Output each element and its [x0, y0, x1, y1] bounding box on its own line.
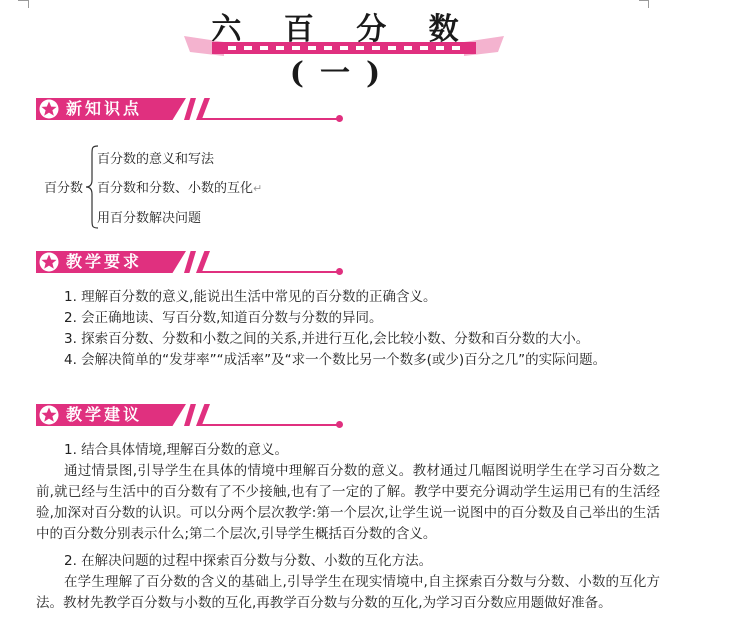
- tree-branch: 用百分数解决问题: [97, 211, 202, 226]
- chapter-title: 六 百 分 数 (一): [211, 12, 475, 91]
- section-stripe: [196, 98, 210, 120]
- chapter-title-block: [178, 0, 508, 91]
- requirement-item: 3. 探索百分数、分数和小数之间的关系,并进行互化,会比较小数、分数和百分数的大小。: [64, 331, 590, 347]
- section-stripe: [196, 404, 210, 426]
- section-rule-dot: [336, 115, 343, 122]
- star-icon: [39, 252, 59, 272]
- section-rule-dot: [336, 421, 343, 428]
- section-stripe: [184, 98, 196, 120]
- section-stripe: [196, 251, 210, 273]
- tree-branch: 百分数和分数、小数的互化↵: [97, 181, 263, 196]
- requirement-item: 4. 会解决简单的“发芽率”“成活率”及“求一个数比另一个数多(或少)百分之几”的实际问题。: [64, 352, 607, 368]
- star-icon: [39, 405, 59, 425]
- section-rule: [200, 424, 338, 426]
- tree-branch: 百分数的意义和写法: [97, 152, 215, 167]
- section-rule-dot: [336, 268, 343, 275]
- suggestion-paragraph: 通过情景图,引导学生在具体的情境中理解百分数的意义。教材通过几幅图说明学生在学习百分数之前,就已经与生活中的百分数有了不少接触,也有了一定的了解。教学中要充分调动学生运用已有的生活经验,加深对百分数的认识。可以分两个层次教学:第一个层次,让学生说一说图中的百分数及自己举出的生活中的百分数分别表示什么;第二个层次,引导学生概括百分数的含义。: [36, 463, 660, 542]
- section-rule: [200, 271, 338, 273]
- section-stripe: [184, 251, 196, 273]
- suggestion-paragraph: 在学生理解了百分数的含义的基础上,引导学生在现实情境中,自主探索百分数与分数、小数的互化方法。教材先教学百分数与小数的互化,再教学百分数与分数的互化,为学习百分数应用题做好准备。: [36, 574, 660, 611]
- section-header-suggestions: [36, 404, 308, 430]
- section-rule: [200, 118, 338, 120]
- requirement-item: 2. 会正确地读、写百分数,知道百分数与分数的异同。: [64, 310, 383, 326]
- crop-mark-left-v: [28, 0, 29, 8]
- paragraph-mark-icon: ↵: [253, 182, 263, 195]
- section-title: 教学建议: [66, 405, 143, 424]
- crop-mark-right-v: [648, 0, 649, 8]
- suggestion-heading: 2. 在解决问题的过程中探索百分数与分数、小数的互化方法。: [64, 553, 433, 569]
- tree-root: 百分数: [44, 181, 84, 196]
- crop-mark-left: [18, 0, 28, 1]
- requirement-item: 1. 理解百分数的意义,能说出生活中常见的百分数的正确含义。: [64, 289, 437, 305]
- section-header-requirements: [36, 251, 308, 277]
- section-stripe: [184, 404, 196, 426]
- star-icon: [39, 99, 59, 119]
- section-header-knowledge: [36, 98, 308, 124]
- knowledge-tree: [40, 144, 340, 234]
- suggestion-heading: 1. 结合具体情境,理解百分数的意义。: [64, 442, 288, 458]
- section-title: 新知识点: [66, 99, 143, 118]
- section-title: 教学要求: [66, 252, 143, 271]
